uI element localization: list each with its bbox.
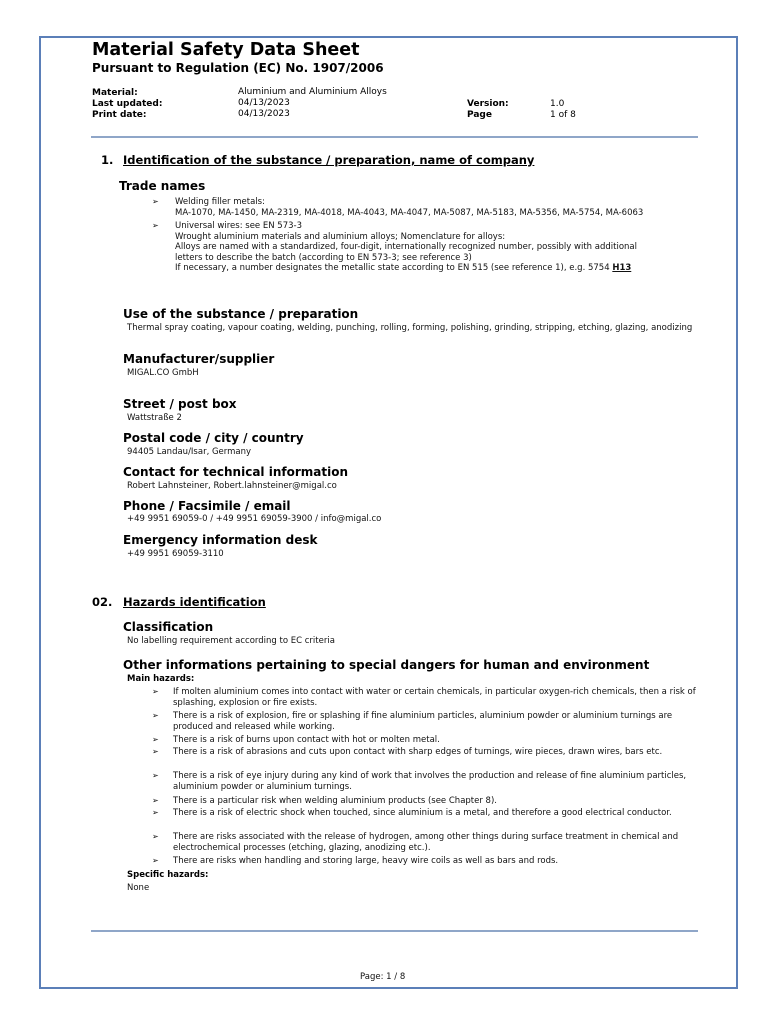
- trade-names-heading: Trade names: [119, 179, 206, 193]
- main-hazards-label: Main hazards:: [127, 674, 195, 684]
- material-value: Aluminium and Aluminium Alloys: [238, 87, 387, 97]
- street-heading: Street / post box: [123, 397, 237, 411]
- version-label: Version:: [467, 99, 509, 109]
- trade-item-1: Welding filler metals: MA-1070, MA-1450, MA-2319, MA-4018, MA-4043, MA-4047, MA-5087, MA-5183, MA-5356, MA-5754, MA-6063: [175, 197, 644, 218]
- print-value: 04/13/2023: [238, 109, 290, 119]
- phone-text: +49 9951 69059-0 / +49 9951 69059-3900 / info@migal.co: [127, 514, 382, 524]
- page-value: 1 of 8: [550, 110, 576, 120]
- phone-heading: Phone / Facsimile / email: [123, 499, 291, 513]
- contact-heading: Contact for technical information: [123, 465, 348, 479]
- section1-title: Identification of the substance / preparation, name of company: [123, 153, 535, 167]
- hazard-item: If molten aluminium comes into contact with water or certain chemicals, in particular oxygen-rich chemicals, then a risk of splashing, explosion or fire exists.: [173, 687, 696, 708]
- hazard-item: There is a risk of abrasions and cuts upon contact with sharp edges of turnings, wire pieces, drawn wires, bars etc.: [173, 747, 663, 757]
- arrowhead-bullet-icon: ➢: [152, 197, 159, 206]
- street-text: Wattstraße 2: [127, 413, 182, 423]
- updated-value: 04/13/2023: [238, 98, 290, 108]
- document-title: Material Safety Data Sheet: [92, 40, 360, 60]
- trade-item-2: Universal wires: see EN 573-3 Wrought aluminium materials and aluminium alloys; Nomenclature for alloys: Alloys are named with a standardized, four-digit, internationally recognized number, possibly with additional letters to describe the batch (according to EN 573-3; see reference 3) If necessary, a number designates the metallic state according to EN 515 (see reference 1), e.g. 5754 H13: [175, 221, 637, 273]
- version-value: 1.0: [550, 99, 565, 109]
- arrowhead-bullet-icon: ➢: [152, 856, 159, 865]
- use-heading: Use of the substance / preparation: [123, 307, 359, 321]
- print-label: Print date:: [92, 110, 147, 120]
- hazard-item: There is a risk of burns upon contact with hot or molten metal.: [173, 735, 440, 745]
- hazard-item: There are risks associated with the release of hydrogen, among other things during surface treatment in chemical and electrochemical processes (etching, glazing, anodizing etc.).: [173, 832, 679, 853]
- arrowhead-bullet-icon: ➢: [152, 771, 159, 780]
- arrowhead-bullet-icon: ➢: [152, 747, 159, 756]
- use-text: Thermal spray coating, vapour coating, welding, punching, rolling, forming, polishing, grinding, stripping, etching, glazing, anodizing: [127, 323, 693, 333]
- section1-number: 1.: [101, 153, 114, 167]
- specific-hazards-text: None: [127, 883, 150, 893]
- trade-last-line: If necessary, a number designates the metallic state according to EN 515 (see reference 1), e.g. 5754 H13: [175, 263, 632, 273]
- material-label: Material:: [92, 88, 138, 98]
- classification-heading: Classification: [123, 620, 214, 634]
- footer-page-number: Page: 1 / 8: [360, 972, 406, 982]
- postal-text: 94405 Landau/Isar, Germany: [127, 447, 252, 457]
- contact-text: Robert Lahnsteiner, Robert.lahnsteiner@migal.co: [127, 481, 337, 491]
- arrowhead-bullet-icon: ➢: [152, 735, 159, 744]
- classification-text: No labelling requirement according to EC criteria: [127, 636, 335, 646]
- arrowhead-bullet-icon: ➢: [152, 796, 159, 805]
- other-info-heading: Other informations pertaining to special dangers for human and environment: [123, 658, 650, 672]
- hazard-item: There is a particular risk when welding aluminium products (see Chapter 8).: [173, 796, 497, 806]
- emergency-text: +49 9951 69059-3110: [127, 549, 224, 559]
- manufacturer-text: MIGAL.CO GmbH: [127, 368, 199, 378]
- hazard-item: There is a risk of electric shock when touched, since aluminium is a metal, and therefore a good electrical conductor.: [173, 808, 672, 818]
- emergency-heading: Emergency information desk: [123, 533, 318, 547]
- arrowhead-bullet-icon: ➢: [152, 808, 159, 817]
- postal-heading: Postal code / city / country: [123, 431, 304, 445]
- temper-code: H13: [612, 263, 632, 273]
- arrowhead-bullet-icon: ➢: [152, 711, 159, 720]
- specific-hazards-label: Specific hazards:: [127, 870, 209, 880]
- document-subtitle: Pursuant to Regulation (EC) No. 1907/2006: [92, 61, 384, 75]
- updated-label: Last updated:: [92, 99, 163, 109]
- section2-number: 02.: [92, 595, 113, 609]
- hazard-item: There is a risk of eye injury during any kind of work that involves the production and release of fine aluminium particles, aluminium powder or aluminium turnings.: [173, 771, 687, 792]
- manufacturer-heading: Manufacturer/supplier: [123, 352, 275, 366]
- arrowhead-bullet-icon: ➢: [152, 687, 159, 696]
- arrowhead-bullet-icon: ➢: [152, 832, 159, 841]
- section2-title: Hazards identification: [123, 595, 266, 609]
- hazard-item: There is a risk of explosion, fire or splashing if fine aluminium particles, aluminium powder or aluminium turnings are produced and released while working.: [173, 711, 673, 732]
- page-label: Page: [467, 110, 492, 120]
- hazard-item: There are risks when handling and storing large, heavy wire coils as well as bars and rods.: [173, 856, 559, 866]
- arrowhead-bullet-icon: ➢: [152, 221, 159, 230]
- header-divider: [91, 136, 698, 138]
- footer-divider: [91, 930, 698, 932]
